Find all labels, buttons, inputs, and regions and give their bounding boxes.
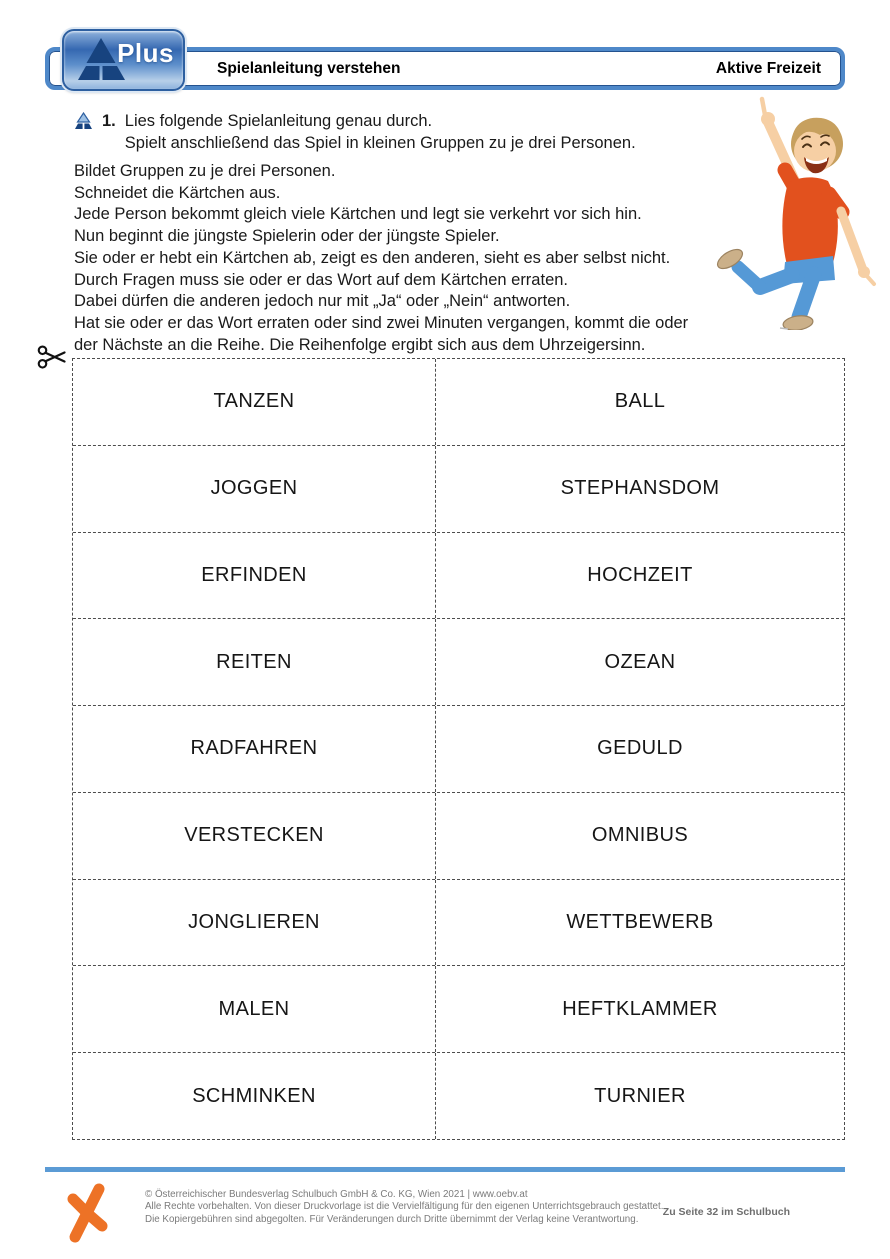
triangle-logo-icon [72, 112, 95, 131]
card-cell: JOGGEN [73, 446, 436, 532]
copyright-line: Die Kopiergebühren sind abgegolten. Für Veränderungen durch Dritte übernimmt der Verlag keine Verantwortung. [145, 1213, 639, 1225]
instruction-line: Dabei dürfen die anderen jedoch nur mit „Ja“ oder „Nein“ antworten. [74, 292, 571, 311]
card-cell: VERSTECKEN [73, 793, 436, 879]
obv-asterisk-icon [62, 1182, 112, 1246]
task-number: 1. [102, 112, 116, 130]
task-line: Spielt anschließend das Spiel in kleinen Gruppen zu je drei Personen. [124, 134, 636, 152]
card-cell: TANZEN [73, 359, 436, 445]
card-cell: BALL [614, 390, 666, 413]
page-reference: Zu Seite 32 im Schulbuch [662, 1206, 790, 1218]
card-row [73, 618, 844, 705]
card-cell: OZEAN [604, 650, 676, 673]
instruction-line: Hat sie oder er das Wort erraten oder sind zwei Minuten vergangen, kommt die oder [74, 313, 689, 332]
page-title: Spielanleitung verstehen [217, 59, 401, 77]
card-cell: WETTBEWERB [566, 910, 714, 933]
copyright-line: Alle Rechte vorbehalten. Von dieser Druckvorlage ist die Vervielfältigung für den eigenen Unterrichtsgebrauch gestattet. [145, 1201, 664, 1213]
card-cell: HOCHZEIT [587, 563, 693, 586]
instruction-line: der Nächste an die Reihe. Die Reihenfolge ergibt sich aus dem Uhrzeigersinn. [74, 335, 646, 354]
instruction-line: Schneidet die Kärtchen aus. [74, 183, 281, 202]
task-1 [72, 110, 636, 154]
card-row [73, 792, 844, 879]
plus-logo-label: Plus [117, 38, 174, 68]
copyright-line: © Österreichischer Bundesverlag Schulbuch GmbH & Co. KG, Wien 2021 | www.oebv.at [145, 1189, 528, 1200]
card-cell: HEFTKLAMMER [562, 997, 718, 1020]
task-text [125, 110, 636, 154]
card-cell: GEDULD [597, 737, 683, 760]
word-cards-table [72, 358, 845, 1140]
card-row [73, 359, 844, 445]
card-cell: REITEN [73, 619, 436, 705]
instruction-line: Jede Person bekommt gleich viele Kärtchen und legt sie verkehrt vor sich hin. [74, 205, 642, 224]
card-cell: ERFINDEN [73, 533, 436, 619]
card-row [73, 445, 844, 532]
card-cell: MALEN [73, 966, 436, 1052]
instruction-line: Sie oder er hebt ein Kärtchen ab, zeigt es den anderen, sieht es aber selbst nicht. [74, 248, 671, 267]
instruction-line: Nun beginnt die jüngste Spielerin oder der jüngste Spieler. [74, 227, 500, 246]
card-cell: TURNIER [594, 1084, 686, 1107]
card-cell: OMNIBUS [591, 824, 689, 847]
copyright-text [145, 1189, 663, 1226]
instruction-line: Durch Fragen muss sie oder er das Wort auf dem Kärtchen erraten. [74, 270, 569, 289]
card-row [73, 1052, 844, 1139]
card-row [73, 705, 844, 792]
card-row [73, 532, 844, 619]
card-cell: JONGLIEREN [73, 880, 436, 966]
instruction-line: Bildet Gruppen zu je drei Personen. [74, 162, 336, 180]
card-cell: STEPHANSDOM [560, 477, 720, 500]
category-label: Aktive Freizeit [715, 59, 821, 77]
scissors-icon [37, 344, 67, 370]
game-instructions [74, 161, 688, 356]
card-row [73, 965, 844, 1052]
footer-divider [45, 1167, 845, 1172]
card-row [73, 879, 844, 966]
plus-logo [62, 29, 185, 91]
card-cell: RADFAHREN [73, 706, 436, 792]
boy-illustration [702, 90, 877, 330]
task-line: Lies folgende Spielanleitung genau durch. [124, 112, 433, 130]
card-cell: SCHMINKEN [73, 1053, 436, 1139]
